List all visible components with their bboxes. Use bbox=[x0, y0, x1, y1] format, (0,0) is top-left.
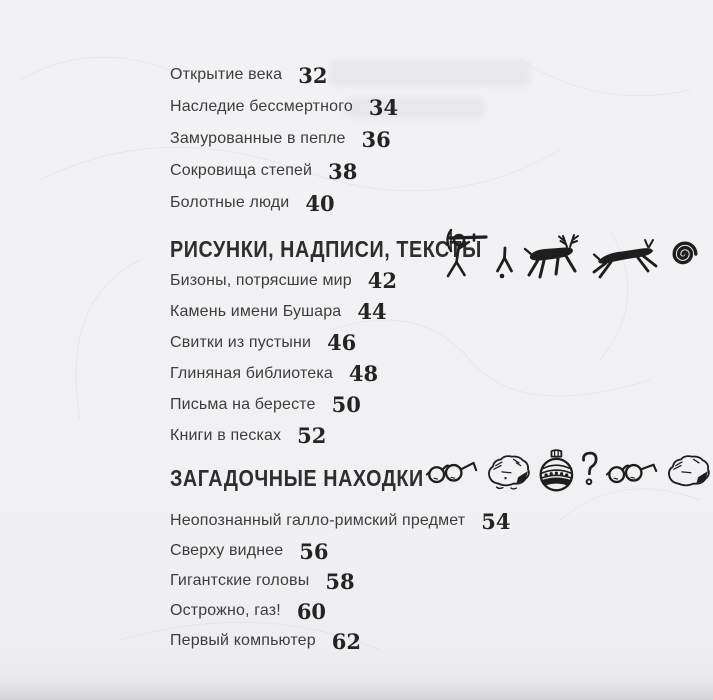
entry-page-number: 56 bbox=[299, 538, 329, 564]
rock-icon bbox=[484, 448, 533, 494]
mystery-finds-illustration-strip bbox=[425, 446, 713, 496]
entry-title: Свитки из пустыни bbox=[170, 333, 312, 351]
eyeglasses-icon bbox=[605, 454, 659, 488]
hunter-petroglyph-icon bbox=[444, 228, 488, 280]
toc-entry bbox=[170, 566, 510, 596]
entry-page-number: 44 bbox=[357, 299, 387, 324]
leaping-deer-petroglyph-icon bbox=[592, 238, 658, 280]
bird-track-petroglyph-icon bbox=[495, 245, 514, 280]
entry-title: Письма на бересте bbox=[170, 395, 316, 413]
entry-title: Болотные люди bbox=[170, 194, 290, 211]
entry-title: Острожно, газ! bbox=[170, 602, 281, 619]
entry-page-number: 50 bbox=[331, 392, 361, 417]
toc-entry bbox=[170, 187, 398, 219]
entry-page-number: 54 bbox=[481, 508, 511, 534]
entry-page-number: 38 bbox=[328, 158, 358, 184]
page-bottom-shadow bbox=[0, 674, 713, 700]
entry-page-number: 36 bbox=[361, 126, 391, 152]
toc-entry bbox=[170, 596, 510, 626]
entry-page-number: 40 bbox=[305, 190, 335, 216]
toc-entry bbox=[170, 358, 397, 389]
toc-section-2 bbox=[170, 265, 397, 451]
toc-entry bbox=[170, 91, 398, 123]
entry-page-number: 58 bbox=[325, 568, 355, 594]
toc-section-3 bbox=[170, 506, 510, 656]
entry-title: Гигантские головы bbox=[170, 572, 310, 589]
entry-page-number: 42 bbox=[367, 268, 397, 293]
question-mark-icon bbox=[580, 449, 600, 493]
entry-page-number: 46 bbox=[327, 330, 357, 355]
entry-title: Бизоны, потрясшие мир bbox=[170, 271, 352, 289]
toc-entry bbox=[170, 626, 510, 656]
entry-title: Книги в песках bbox=[170, 426, 282, 444]
entry-title: Глиняная библиотека bbox=[170, 364, 333, 382]
entry-title: Открытие века bbox=[170, 66, 283, 83]
toc-entry bbox=[170, 506, 510, 536]
deer-petroglyph-icon bbox=[521, 233, 585, 280]
toc-entry bbox=[170, 155, 398, 187]
entry-page-number: 62 bbox=[331, 628, 361, 654]
entry-page-number: 48 bbox=[348, 361, 379, 386]
entry-title: Камень имени Бушара bbox=[170, 302, 342, 320]
petroglyph-illustration-strip bbox=[444, 228, 704, 280]
toc-entry bbox=[170, 265, 397, 296]
toc-entry bbox=[170, 59, 398, 91]
toc-entry bbox=[170, 327, 397, 358]
toc-entry bbox=[170, 420, 397, 451]
section-heading: ЗАГАДОЧНЫЕ НАХОДКИ bbox=[170, 466, 424, 492]
toc-entry bbox=[170, 536, 510, 566]
spiral-petroglyph-icon bbox=[665, 237, 702, 274]
entry-page-number: 60 bbox=[296, 598, 327, 624]
entry-page-number: 34 bbox=[368, 94, 399, 120]
toc-entry bbox=[170, 296, 397, 327]
entry-page-number: 52 bbox=[297, 423, 327, 448]
entry-title: Сверху виднее bbox=[170, 542, 284, 559]
eyeglasses-icon bbox=[425, 454, 479, 488]
entry-title: Замурованные в пепле bbox=[170, 130, 346, 147]
entry-title: Первый компьютер bbox=[170, 632, 316, 649]
entry-page-number: 32 bbox=[298, 62, 328, 88]
ornament-ball-icon bbox=[538, 446, 575, 496]
section-heading: РИСУНКИ, НАДПИСИ, ТЕКСТЫ bbox=[170, 237, 482, 263]
entry-title: Сокровища степей bbox=[170, 162, 313, 179]
toc-entry bbox=[170, 389, 397, 420]
entry-title: Неопознанный галло-римский предмет bbox=[170, 512, 466, 529]
entry-title: Наследие бессмертного bbox=[170, 98, 353, 115]
toc-entry bbox=[170, 123, 398, 155]
toc-section-1 bbox=[170, 59, 398, 219]
rock-icon bbox=[664, 448, 713, 494]
